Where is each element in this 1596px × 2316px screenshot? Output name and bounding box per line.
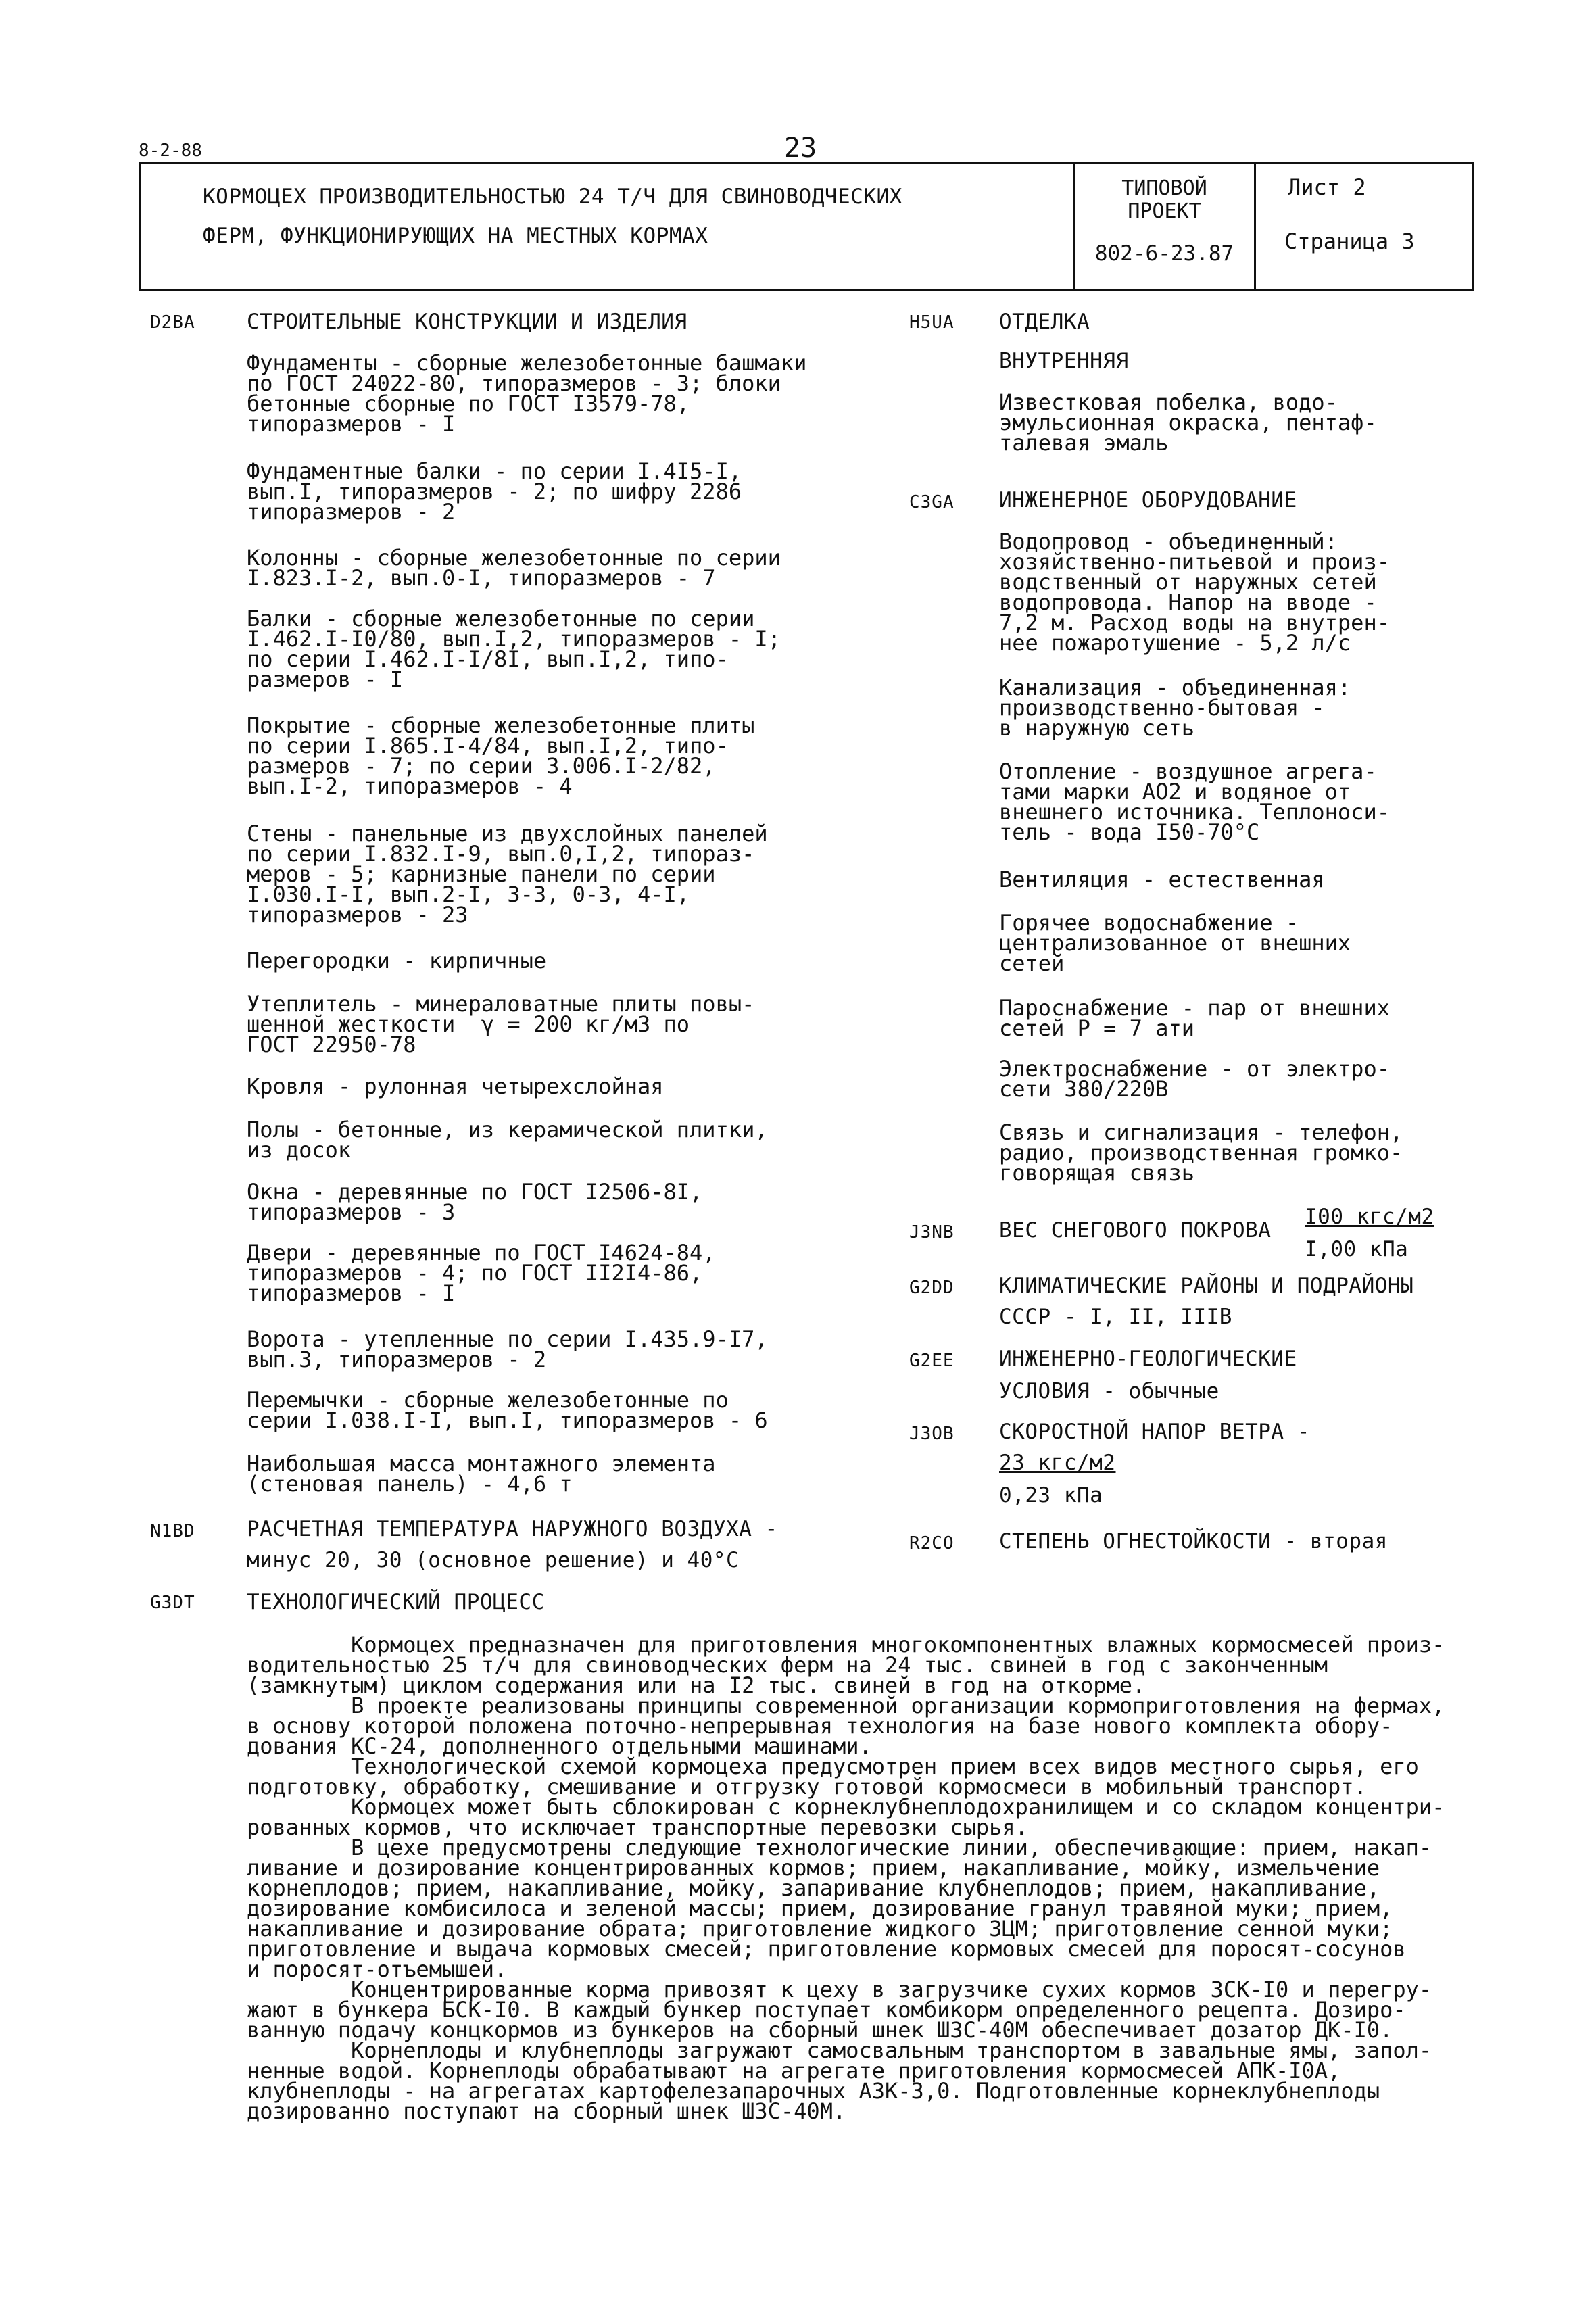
project-title-line: ФЕРМ, ФУНКЦИОНИРУЮЩИХ НА МЕСТНЫХ КОРМАХ xyxy=(203,224,708,248)
section-heading: ОТДЕЛКА xyxy=(999,310,1090,334)
spec-paragraph: Утеплитель - минераловатные плиты повы- шенной жесткости γ = 200 кг/м3 по ГОСТ 22950-78 xyxy=(247,991,755,1057)
spec-paragraph: Водопровод - объединенный: хозяйственно-питьевой и произ- водственный от наружных сетей водопровода. Напор на вводе - 7,2 м. Расход воды на внутрен- нее пожаротушение - 5,2 л/с xyxy=(999,529,1390,656)
spec-paragraph: Горячее водоснабжение - централизованное от внешних сетей xyxy=(999,910,1351,976)
title-block-divider xyxy=(1254,162,1256,291)
section-value: I00 кгс/м2 xyxy=(1305,1205,1434,1229)
section-subheading: ВНУТРЕННЯЯ xyxy=(999,349,1129,373)
section-code: N1BD xyxy=(150,1521,195,1541)
document-code: 8-2-88 xyxy=(139,141,202,161)
spec-paragraph: Известковая побелка, водо- эмульсионная окраска, пентаф- талевая эмаль xyxy=(999,389,1377,456)
spec-paragraph: Канализация - объединенная: производственно-бытовая - в наружную сеть xyxy=(999,675,1351,741)
spec-paragraph: Электроснабжение - от электро- сети 380/220В xyxy=(999,1056,1390,1102)
spec-paragraph: Покрытие - сборные железобетонные плиты по серии I.865.I-4/84, вып.I,2, типо- размеров - 7; по серии 3.006.I-2/82, вып.I-2, типоразмеров - 4 xyxy=(247,713,755,799)
section-code: R2CO xyxy=(909,1533,954,1553)
process-description: Кормоцех предназначен для приготовления многокомпонентных влажных кормосмесей произ- водительностью 25 т/ч для свиноводческих ферм на 24 тыс. свиней в год с законченным (замкнутым) циклом содержания или на I2 тыс. свиней в год на откорме. В проекте реализованы принципы современной организации кормоприготовления на фермах, в основу которой положена поточно-непрерывная технология на базе нового комплекта обору- дования КС-24, дополненного отдельными машинами. Технологической схемой кормоцеха предусмотрен прием всех видов местного сырья, его подготовку, обработку, смешивание и отгрузку готовой кормосмеси в мобильный транспорт. Кормоцех может быть сблокирован с корнеклубнеплодохранилищем и со складом концентри- рованных кормов, что исключает транспортные перевозки сырья. В цехе предусмотрены следующие технологические линии, обеспечивающие: прием, накап- ливание и дозирование концентрированных кормов; прием, накапливание, мойку, измельчение корнеплодов; прием, накапливание, мойку, запаривание клубнеплодов; прием, накапливание, дозирование комбисилоса и зеленой массы; прием, дозирование гранул травяной муки; прием, накапливание и дозирование обрата; приготовление жидкого ЗЦМ; приготовление сенной муки; приготовление и выдача кормовых смесей; приготовление кормовых смесей для поросят-сосунов и поросят-отъемышей. Концентрированные корма привозят к цеху в загрузчике сухих кормов ЗСК-I0 и перегру- жают в бункера БСК-I0. В каждый бункер поступает комбикорм определенного рецепта. Дозиро- ванную подачу концкормов из бункеров на сборный шнек ШЗС-40М обеспечивает дозатор ДК-I0. Корнеплоды и клубнеплоды загружают самосвальным транспортом в завальные ямы, запол- ненные водой. Корнеплоды обрабатывают на агрегате приготовления кормосмесей АПК-I0А, клубнеплоды - на агрегатах картофелезапарочных АЗК-3,0. Подготовленные корнеклубнеплоды дозированно поступают на сборный шнек ШЗС-40М. xyxy=(247,1632,1445,2124)
section-value: УСЛОВИЯ - обычные xyxy=(999,1379,1219,1403)
spec-paragraph: Кровля - рулонная четырехслойная xyxy=(247,1073,664,1099)
section-heading: ВЕС СНЕГОВОГО ПОКРОВА xyxy=(999,1218,1272,1243)
section-value: 0,23 кПа xyxy=(999,1483,1103,1507)
section-code: J3NB xyxy=(909,1222,954,1243)
section-heading: СТРОИТЕЛЬНЫЕ КОНСТРУКЦИИ И ИЗДЕЛИЯ xyxy=(247,310,687,334)
spec-paragraph: Стены - панельные из двухслойных панелей по серии I.832.I-9, вып.0,I,2, типораз- меров - 5; карнизные панели по серии I.030.I-I, вып.2-I, 3-3, 0-3, 4-I, типоразмеров - 23 xyxy=(247,821,768,927)
section-heading: СТЕПЕНЬ ОГНЕСТОЙКОСТИ - вторая xyxy=(999,1529,1388,1553)
section-code: G2EE xyxy=(909,1351,954,1371)
spec-paragraph: Фундаменты - сборные железобетонные башмаки по ГОСТ 24022-80, типоразмеров - 3; блоки бетонные сборные по ГОСТ I3579-78, типоразмеров - I xyxy=(247,350,807,437)
project-title xyxy=(203,177,1055,256)
typical-label-line: ТИПОВОЙ xyxy=(1121,176,1207,200)
spec-paragraph: Перегородки - кирпичные xyxy=(247,948,547,973)
project-number: 802-6-23.87 xyxy=(1094,241,1234,266)
project-title-line: КОРМОЦЕХ ПРОИЗВОДИТЕЛЬНОСТЬЮ 24 Т/Ч ДЛЯ СВИНОВОДЧЕСКИХ xyxy=(203,185,902,209)
spec-paragraph: Колонны - сборные железобетонные по серии I.823.I-2, вып.0-I, типоразмеров - 7 xyxy=(247,545,781,591)
section-value: СССР - I, II, IIIВ xyxy=(999,1305,1232,1329)
section-heading: ТЕХНОЛОГИЧЕСКИЙ ПРОЦЕСС xyxy=(247,1590,545,1614)
section-code: D2BA xyxy=(150,312,195,333)
section-heading: КЛИМАТИЧЕСКИЕ РАЙОНЫ И ПОДРАЙОНЫ xyxy=(999,1274,1414,1298)
section-heading: ИНЖЕНЕРНО-ГЕОЛОГИЧЕСКИЕ xyxy=(999,1347,1297,1371)
spec-paragraph: Отопление - воздушное агрега- тами марки АО2 и водяное от внешнего источника. Теплоноси- тель - вода I50-70°С xyxy=(999,758,1390,845)
spec-paragraph: Пароснабжение - пар от внешних сетей Р = 7 ати xyxy=(999,995,1390,1041)
spec-paragraph: Вентиляция - естественная xyxy=(999,867,1325,892)
spec-paragraph: Перемычки - сборные железобетонные по серии I.038.I-I, вып.I, типоразмеров - 6 xyxy=(247,1387,768,1433)
section-code: H5UA xyxy=(909,312,954,333)
spec-paragraph: Балки - сборные железобетонные по серии I.462.I-I0/80, вып.I,2, типоразмеров - I; по серии I.462.I-I/8I, вып.I,2, типо- размеров - I xyxy=(247,606,781,692)
spec-paragraph: Ворота - утепленные по серии I.435.9-I7, вып.3, типоразмеров - 2 xyxy=(247,1326,768,1372)
section-code: C3GA xyxy=(909,492,954,512)
section-code: J3OB xyxy=(909,1424,954,1444)
spec-paragraph: Двери - деревянные по ГОСТ I4624-84, типоразмеров - 4; по ГОСТ II2I4-86, типоразмеров - I xyxy=(247,1240,716,1306)
spec-paragraph: Окна - деревянные по ГОСТ I2506-8I, типоразмеров - 3 xyxy=(247,1179,703,1225)
section-code: G3DT xyxy=(150,1593,195,1613)
section-heading: СКОРОСТНОЙ НАПОР ВЕТРА - xyxy=(999,1420,1310,1444)
page-number: 23 xyxy=(784,132,817,164)
section-code: G2DD xyxy=(909,1278,954,1298)
section-value: I,00 кПа xyxy=(1305,1237,1409,1261)
typical-label-line: ПРОЕКТ xyxy=(1128,199,1201,223)
sheet-label: Лист 2 xyxy=(1288,174,1366,200)
section-value: минус 20, 30 (основное решение) и 40°С xyxy=(247,1548,740,1572)
section-value: 23 кгс/м2 xyxy=(999,1451,1116,1475)
section-heading: ИНЖЕНЕРНОЕ ОБОРУДОВАНИЕ xyxy=(999,488,1297,512)
spec-paragraph: Фундаментные балки - по серии I.4I5-I, вып.I, типоразмеров - 2; по шифру 2286 типоразмеров - 2 xyxy=(247,458,742,525)
typical-project-label xyxy=(1082,177,1247,223)
spec-paragraph: Наибольшая масса монтажного элемента (стеновая панель) - 4,6 т xyxy=(247,1451,716,1497)
page-label: Страница 3 xyxy=(1284,228,1415,254)
title-block-divider xyxy=(1073,162,1075,291)
section-heading: РАСЧЕТНАЯ ТЕМПЕРАТУРА НАРУЖНОГО ВОЗДУХА - xyxy=(247,1517,778,1541)
spec-paragraph: Связь и сигнализация - телефон, радио, производственная громко- говорящая связь xyxy=(999,1119,1403,1186)
spec-paragraph: Полы - бетонные, из керамической плитки, из досок xyxy=(247,1117,768,1163)
